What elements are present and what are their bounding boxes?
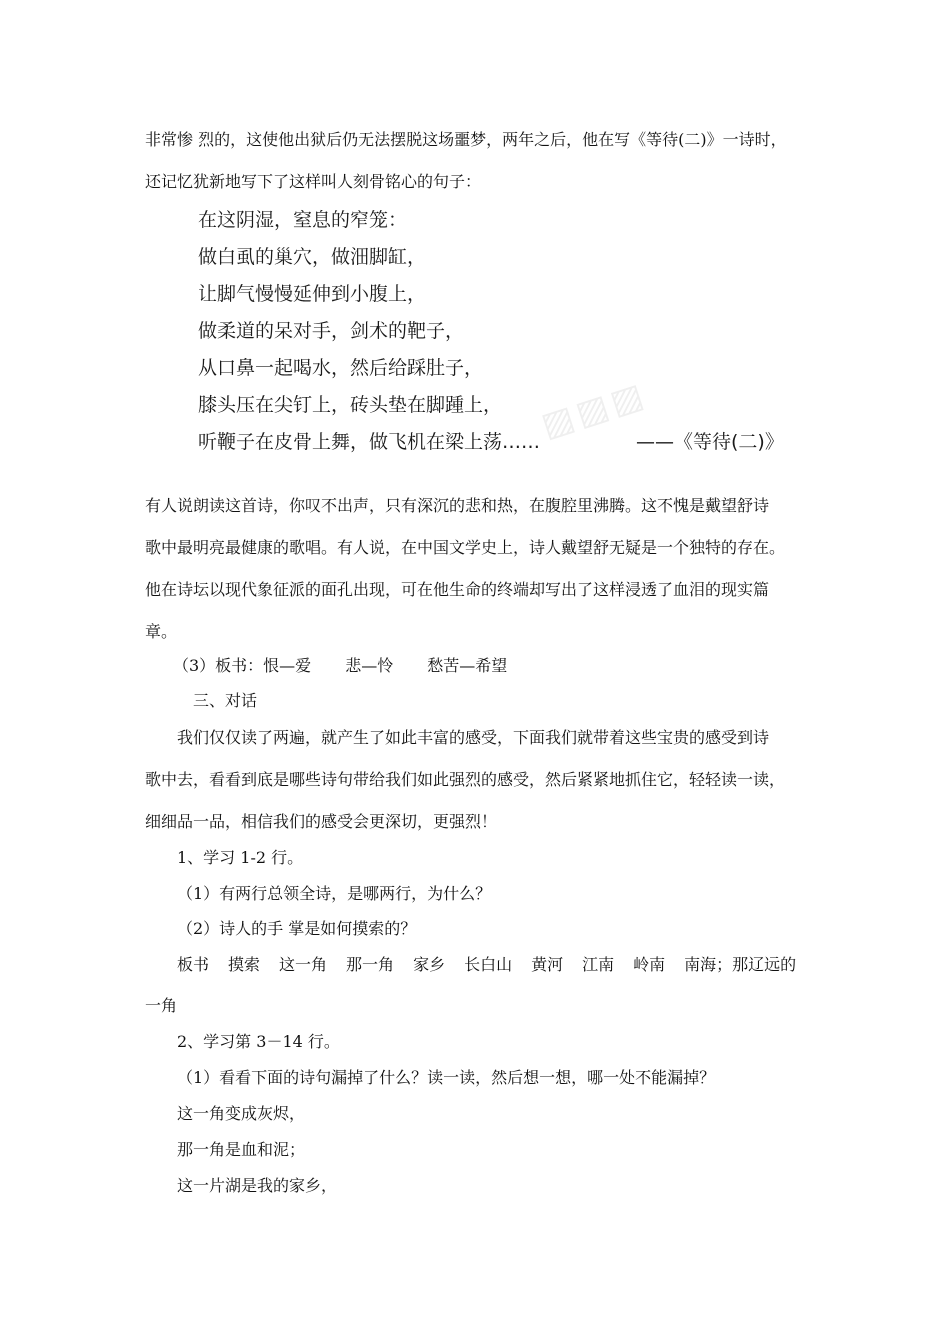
paragraph-line: 细细品一品，相信我们的感受会更深切，更强烈！: [145, 812, 498, 831]
poem-line: 听鞭子在皮骨上舞，做飞机在梁上荡……: [198, 431, 541, 453]
poem-line: 从口鼻一起喝水，然后给踩肚子，: [198, 357, 484, 379]
board-word: 摸索: [228, 955, 261, 974]
poem-line: 做白虱的巢穴，做沺脚缸，: [198, 246, 427, 268]
watermark-decoration: ▨▨▨: [536, 374, 652, 446]
board-word: 南海；那辽远的: [684, 955, 797, 974]
blackboard-item: （3）板书：恨—爱: [173, 656, 312, 675]
board-word: 板书: [177, 955, 210, 974]
question-line: （1）看看下面的诗句漏掉了什么？读一读，然后想一想，哪一处不能漏掉？: [177, 1068, 716, 1087]
blackboard-words: [177, 955, 796, 975]
board-word: 岭南: [633, 955, 666, 974]
paragraph-line: 他在诗坛以现代象征派的面孔出现，可在他生命的终端却写出了这样浸透了血泪的现实篇: [145, 580, 770, 599]
blackboard-item: 愁苦—希望: [427, 656, 508, 675]
poem-attribution: ——《等待(二)》: [636, 431, 784, 453]
section-heading: 三、对话: [193, 691, 258, 710]
step-heading: 2、学习第 3－14 行。: [177, 1032, 340, 1051]
board-word: 黄河: [531, 955, 564, 974]
step-heading: 1、学习 1-2 行。: [177, 848, 304, 867]
paragraph-line: 我们仅仅读了两遍，就产生了如此丰富的感受，下面我们就带着这些宝贵的感受到诗: [177, 728, 770, 747]
paragraph-line: 非常惨 烈的，这使他出狱后仍无法摆脱这场噩梦，两年之后，他在写《等待(二)》一诗时，: [145, 130, 787, 149]
blackboard-item: 悲—怜: [345, 656, 394, 675]
paragraph-line: 一角: [145, 996, 178, 1015]
blackboard-summary: [173, 656, 507, 676]
verse-line: 这一片湖是我的家乡，: [177, 1176, 338, 1195]
board-word: 长白山: [464, 955, 513, 974]
poem-line: 让脚气慢慢延伸到小腹上，: [198, 283, 427, 305]
board-word: 江南: [582, 955, 615, 974]
paragraph-line: 歌中去，看看到底是哪些诗句带给我们如此强烈的感受，然后紧紧地抓住它，轻轻读一读，: [145, 770, 786, 789]
paragraph-line: 还记忆犹新地写下了这样叫人刻骨铭心的句子：: [145, 172, 482, 191]
board-word: 那一角: [346, 955, 395, 974]
verse-line: 那一角是血和泥；: [177, 1140, 306, 1159]
question-line: （2）诗人的手 掌是如何摸索的？: [177, 919, 417, 938]
question-line: （1）有两行总领全诗，是哪两行，为什么？: [177, 884, 492, 903]
board-word: 家乡: [413, 955, 446, 974]
paragraph-line: 章。: [145, 622, 178, 641]
poem-line: 膝头压在尖钉上，砖头垫在脚踵上，: [198, 394, 503, 416]
paragraph-line: 有人说朗读这首诗，你叹不出声，只有深沉的悲和热，在腹腔里沸腾。这不愧是戴望舒诗: [145, 496, 770, 515]
poem-line: 做柔道的呆对手，剑术的靶子，: [198, 320, 465, 342]
paragraph-line: 歌中最明亮最健康的歌唱。有人说，在中国文学史上，诗人戴望舒无疑是一个独特的存在。: [145, 538, 786, 557]
poem-line: 在这阴湿，窒息的窄笼：: [198, 209, 408, 231]
board-word: 这一角: [279, 955, 328, 974]
verse-line: 这一角变成灰烬，: [177, 1104, 306, 1123]
